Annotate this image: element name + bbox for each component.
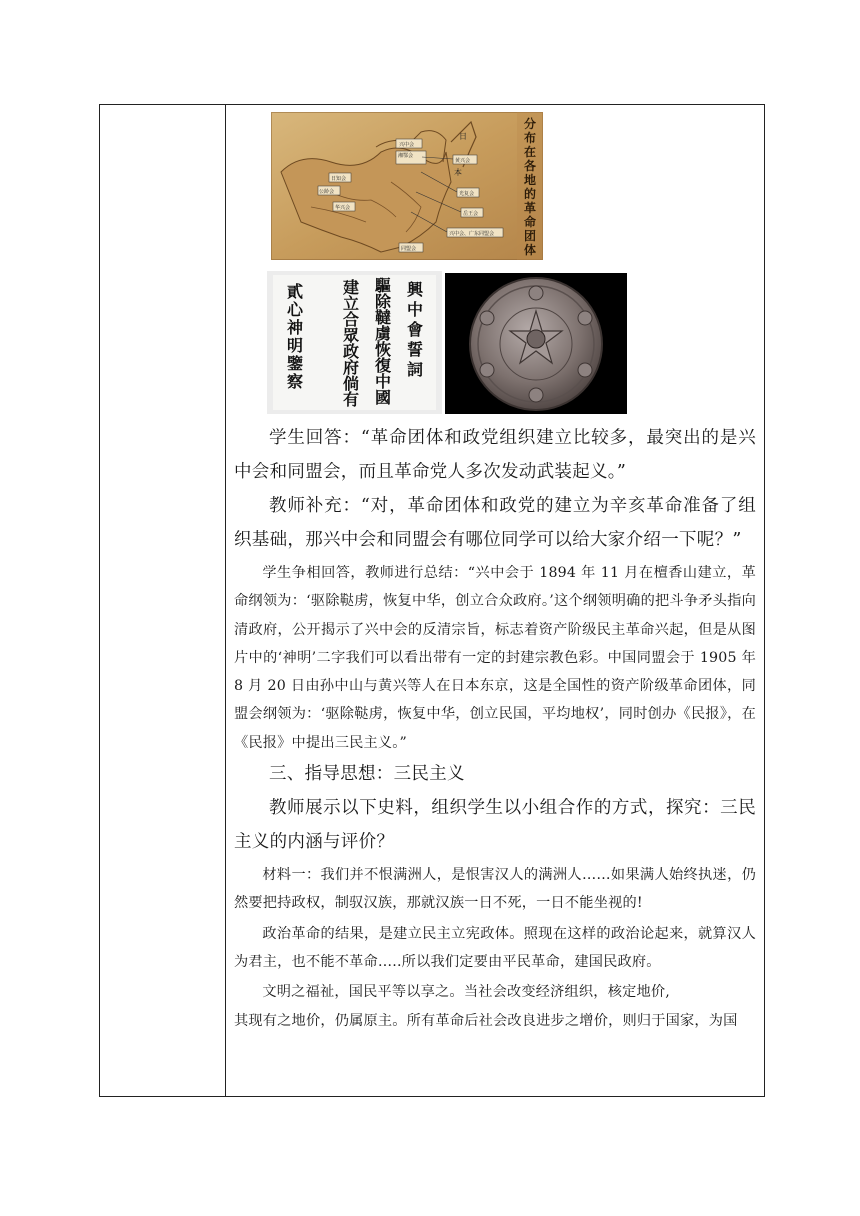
svg-text:貳: 貳 [287, 282, 304, 301]
svg-text:华兴会: 华兴会 [335, 205, 351, 211]
svg-text:眾: 眾 [343, 326, 360, 345]
material-one-paragraph: 材料一：我们并不恨满洲人，是恨害汉人的满洲人……如果满人始终执迷，仍然要把持政权，制驭汉族，那就汉族一日不死，一日不能坐视的! [234, 867, 756, 912]
teacher-supplement-paragraph: 教师补充：“对，革命团体和政党的建立为辛亥革命准备了组织基础，那兴中会和同盟会有哪位同学可以给大家介绍一下呢？” [234, 496, 756, 550]
svg-text:虜: 虜 [375, 324, 392, 343]
svg-text:除: 除 [375, 292, 392, 311]
revolutionary-coin-image [445, 273, 627, 414]
svg-text:日知会: 日知会 [331, 176, 347, 182]
svg-text:復: 復 [375, 356, 392, 375]
svg-text:兴中会、广东同盟会: 兴中会、广东同盟会 [449, 231, 495, 237]
svg-text:倘: 倘 [343, 374, 360, 393]
svg-text:會: 會 [407, 320, 424, 339]
student-answer-paragraph: 学生回答：“革命团体和政党组织建立比较多，最突出的是兴中会和同盟会，而且革命党人多次发动武装起义。” [234, 428, 756, 482]
svg-text:鑒: 鑒 [287, 354, 304, 373]
civilization-paragraph: 文明之福祉，国民平等以享之。当社会改变经济组织，核定地价, [262, 984, 670, 1001]
svg-text:恢: 恢 [375, 340, 392, 359]
svg-text:心: 心 [287, 300, 304, 319]
svg-text:公龄会: 公龄会 [319, 189, 335, 195]
svg-text:同盟会: 同盟会 [401, 246, 417, 252]
svg-text:興: 興 [407, 280, 424, 299]
revolutionary-groups-map-image [271, 112, 543, 260]
svg-text:立: 立 [343, 294, 360, 313]
svg-text:本: 本 [454, 168, 462, 177]
svg-text:政: 政 [343, 342, 360, 361]
svg-text:神: 神 [287, 318, 304, 337]
teacher-task-paragraph: 教师展示以下史料，组织学生以小组合作的方式，探究：三民主义的内涵与评价？ [234, 798, 756, 853]
svg-text:合: 合 [343, 310, 360, 329]
svg-text:岳王会: 岳王会 [463, 211, 479, 217]
svg-text:日: 日 [459, 132, 467, 141]
svg-text:國: 國 [375, 388, 392, 407]
svg-text:建: 建 [343, 278, 360, 297]
svg-text:湘鄂会: 湘鄂会 [398, 153, 414, 159]
table-right-column [226, 105, 764, 1096]
svg-text:黄兴会: 黄兴会 [455, 158, 471, 164]
svg-text:有: 有 [343, 390, 360, 409]
svg-text:驅: 驅 [375, 276, 392, 295]
svg-text:察: 察 [287, 372, 304, 391]
svg-text:中: 中 [375, 372, 392, 391]
table-left-column [100, 105, 226, 1096]
section-heading: 三、指导思想：三民主义 [269, 764, 465, 785]
lesson-table [99, 104, 765, 1097]
svg-text:分布在 各地的 革命: 分布在 各地的 革命团 体 [524, 117, 537, 257]
xingzhonghui-oath-image [267, 271, 442, 414]
teacher-summary-paragraph: 学生争相回答，教师进行总结：“兴中会于 1894 年 11 月在檀香山建立，革命纲领为：‘驱除鞑虏，恢复中华，创立合众政府。’这个纲领明确的把斗争矛头指向清政府，公开揭示了兴中会的反清宗旨，标志着资产阶级民主革命兴起，但是从图片中的‘神明’二字我们可以看出带有一定的封建宗教色彩。中国同盟会于 1905 年 8 月 20 日由孙中山与黄兴等人在日本东京，这是全国性的资产阶级革命团体，同盟会纲领为：‘驱除鞑虏，恢复中华，创立民国，平均地权’，同时创办《民报》，在《民报》中提出三民主义。” [234, 565, 756, 751]
svg-text:詞: 詞 [407, 360, 424, 379]
land-value-paragraph: 其现有之地价，仍属原主。所有革命后社会改良进步之增价，则归于国家，为国 [234, 1012, 738, 1029]
political-revolution-paragraph: 政治革命的结果，是建立民主立宪政体。照现在这样的政治论起来，就算汉人为君主，也不能不革命…..所以我们定要由平民革命，建国民政府。 [234, 925, 756, 970]
svg-text:兴中会: 兴中会 [399, 142, 415, 148]
svg-text:韃: 韃 [375, 308, 392, 327]
svg-text:光复会: 光复会 [459, 191, 475, 197]
svg-text:府: 府 [343, 358, 360, 377]
svg-text:明: 明 [287, 336, 304, 355]
svg-text:誓: 誓 [407, 340, 424, 359]
lesson-body [234, 421, 756, 1035]
svg-text:中: 中 [407, 300, 424, 319]
